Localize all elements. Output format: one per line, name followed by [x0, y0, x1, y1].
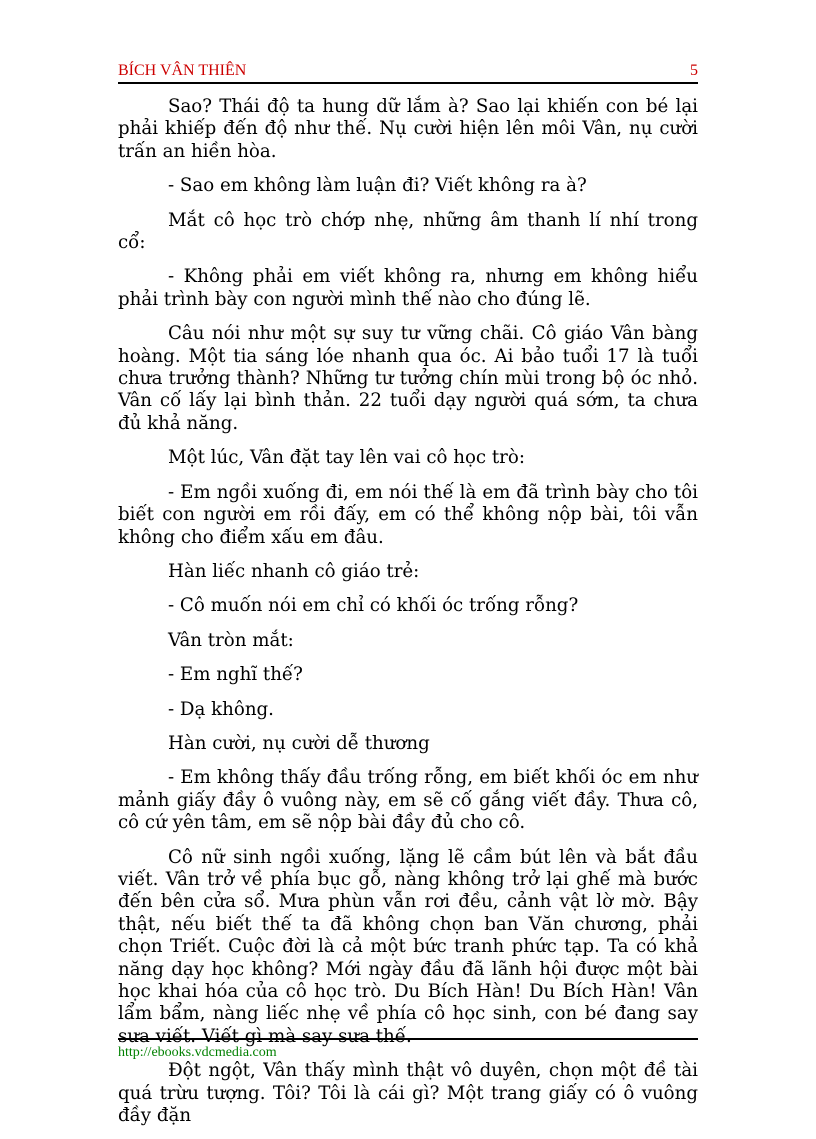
book-title: BÍCH VÂN THIÊN: [118, 62, 247, 79]
page-number: 5: [690, 62, 698, 79]
paragraph: - Em nghĩ thế?: [168, 664, 303, 686]
paragraph: Đột ngột, Vân thấy mình thật vô duyên, chọn một đề tài quá trừu tượng. Tôi? Tôi là cái gì? Một trang giấy có ô vuông đầy đặn: [118, 1060, 698, 1127]
page-body: [118, 96, 698, 1139]
paragraph: - Sao em không làm luận đi? Viết không ra à?: [168, 175, 587, 197]
paragraph: - Cô muốn nói em chỉ có khối óc trống rỗng?: [168, 595, 579, 617]
paragraph: - Em ngồi xuống đi, em nói thế là em đã trình bày cho tôi biết con người em rồi đấy, em có thể không nộp bài, tôi vẫn không cho điểm xấu em đâu.: [118, 481, 698, 548]
paragraph: Hàn cười, nụ cười dễ thương: [168, 732, 430, 754]
paragraph: Cô nữ sinh ngồi xuống, lặng lẽ cầm bút lên và bắt đầu viết. Vân trở về phía bục gỗ, nàng không trở lại ghế mà bước đến bên cửa sổ. Mưa phùn vẫn rơi đều, cảnh vật lờ mờ. Bậy thật, nếu biết thế ta đã không chọn ban Văn chương, phải chọn Triết. Cuộc đời là cả một bức tranh phức tạp. Ta có khả năng dạy học không? Mới ngày đầu đã lãnh hội được một bài học khai hóa của cô học trò. Du Bích Hàn! Du Bích Hàn! Vân lẩm bẩm, nàng liếc nhẹ về phía cô học sinh, con bé đang say sưa viết. Viết gì mà say sưa thế.: [118, 846, 698, 1047]
footer-divider: [118, 1038, 698, 1040]
footer-url-link[interactable]: http://ebooks.vdcmedia.com: [118, 1045, 277, 1060]
paragraph: - Dạ không.: [168, 698, 274, 720]
paragraph: Hàn liếc nhanh cô giáo trẻ:: [168, 560, 420, 582]
page-header: [118, 60, 698, 84]
paragraph: Mắt cô học trò chớp nhẹ, những âm thanh lí nhí trong cổ:: [118, 209, 698, 254]
paragraph: Câu nói như một sự suy tư vững chãi. Cô giáo Vân bàng hoàng. Một tia sáng lóe nhanh qua óc. Ai bảo tuổi 17 là tuổi chưa trưởng thành? Những tư tưởng chín mùi trong bộ óc nhỏ. Vân cố lấy lại bình thản. 22 tuổi dạy người quá sớm, ta chưa đủ khả năng.: [118, 323, 698, 434]
paragraph: Vân tròn mắt:: [168, 629, 294, 651]
paragraph: Một lúc, Vân đặt tay lên vai cô học trò:: [168, 447, 525, 469]
paragraph: Sao? Thái độ ta hung dữ lắm à? Sao lại khiến con bé lại phải khiếp đến độ như thế. Nụ cười hiện lên môi Vân, nụ cười trấn an hiền hòa.: [118, 96, 698, 162]
paragraph: - Không phải em viết không ra, nhưng em không hiểu phải trình bày con người mình thế nào cho đúng lẽ.: [118, 266, 698, 310]
paragraph: - Em không thấy đầu trống rỗng, em biết khối óc em như mảnh giấy đầy ô vuông này, em sẽ cố gắng viết đầy. Thưa cô, cô cứ yên tâm, em sẽ nộp bài đầy đủ cho cô.: [118, 767, 698, 834]
